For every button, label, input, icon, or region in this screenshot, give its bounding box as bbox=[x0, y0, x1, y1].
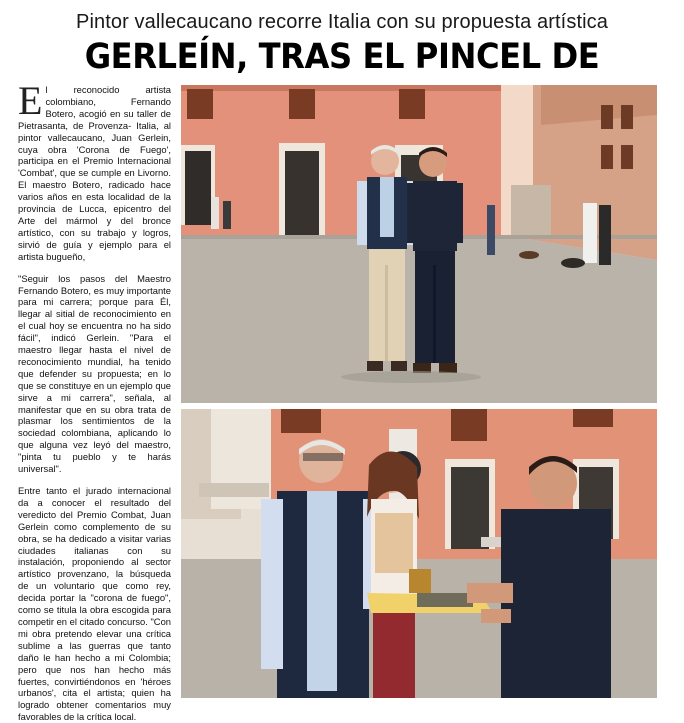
kicker: Pintor vallecaucano recorre Italia con su propuesta artística bbox=[76, 11, 608, 33]
photo-botero-gerlein-street bbox=[181, 85, 657, 403]
photo-reviewing-artwork bbox=[181, 409, 657, 698]
headline: GERLEÍN, TRAS EL PINCEL DE bbox=[84, 37, 600, 77]
article-paragraph-3: Entre tanto el jurado internacional da a conocer el resultado del veredicto del Premio Combat, Juan Gerlein como complemento de su obra, se ha dedicado a visitar varias ciudades italianas con su instalación, proponiendo al sector artístico provenzano, la búsqueda de un voluntario que como rey, decida portar la "corona de fuego", como se titula la obra escogida para competir en el citado concurso. "Con mi obra pretendo elevar una crítica sublime a las guerras que tanto daño le han hecho a mi Colombia; pero que nos han hecho más fuertes, convirtiéndonos en 'héroes urbanos', cita el artista; quien ha logrado obtener comentarios muy favorables de la crítica local. bbox=[18, 485, 171, 723]
drop-cap: E bbox=[18, 78, 43, 123]
article-body bbox=[18, 78, 171, 723]
article-paragraph-1: l reconocido artista colombiano, Fernando Botero, acogió en su taller de Pietrasanta, de Provenza- Italia, al pintor vallecaucano, Juan Gerlein, cuya obra 'Corona de Fuego', participa en el Premio Internacional 'Combat', que se cumple en Livorno. El maestro Botero, radicado hace varios años en esta localidad de la provincia de Lucca, epicentro del Arte del mármol y del bronce artístico, con su trabajo y logros, sirvió de guía y ejemplo para el artista bugueño, bbox=[18, 84, 171, 262]
article-paragraph-2: "Seguir los pasos del Maestro Fernando Botero, es muy importante para mi carrera; porque para Él, llegar al sitial de reconocimiento en el cual hoy se encuentra no ha sido fácil", indicó Gerlein. "Para el maestro llegar hasta el nivel de reconocimiento mundial, ha tenido que defender su propuesta; en lo que se constituye en un ejemplo que sirve a mi carrera", señala, al manifestar que en su obra trata de plasmar los sentimientos de la sociedad colombiana, aplicando lo que alguna vez leyó del maestro, "pinta tu pueblo y te harás universal". bbox=[18, 272, 171, 475]
